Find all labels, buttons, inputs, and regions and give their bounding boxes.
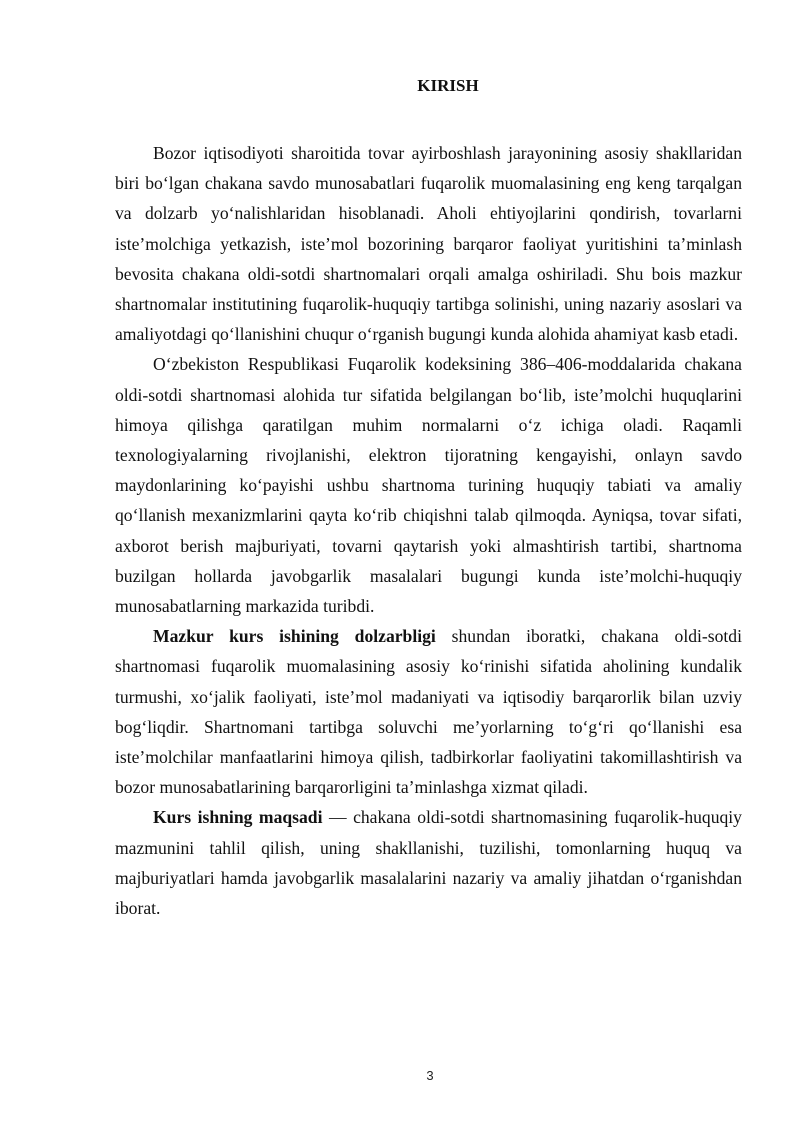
paragraph-civil-code-text: Oʻzbekiston Respublikasi Fuqarolik kodeksining 386–406-moddalarida chakana oldi-sotdi shartnomasi alohida tur sifatida belgilangan boʻlib, isteʼmolchi huquqlarini himoya qilishga qaratilgan muhim normalarni oʻz ichiga oladi. Raqamli texnologiyalarning rivojlanishi, elektron tijoratning kengayishi, onlayn savdo maydonlarining koʻpayishi ushbu shartnoma turining huquqiy tabiati va amaliy qoʻllanish mexanizmlarini qayta koʻrib chiqishni talab qilmoqda. Ayniqsa, tovar sifati, axborot berish majburiyati, tovarni qaytarish yoki almashtirish tartibi, shartnoma buzilgan hollarda javobgarlik masalalari bugungi kunda isteʼmolchi-huquqiy munosabatlarning markazida turibdi.	[115, 354, 742, 617]
paragraph-goal-text: — chakana oldi-sotdi shartnomasining fuqarolik-huquqiy mazmunini tahlil qilish, uning shakllanishi, tuzilishi, tomonlarning huquq va majburiyatlari hamda javobgarlik masalalarini nazariy va amaliy jihatdan oʻrganishdan iborat.	[115, 807, 742, 919]
paragraph-intro-text: Bozor iqtisodiyoti sharoitida tovar ayirboshlash jarayonining asosiy shakllaridan biri boʻlgan chakana savdo munosabatlari fuqarolik muomalasining eng keng tarqalgan va dolzarb yoʻnalishlaridan hisoblanadi. Aholi ehtiyojlarini qondirish, tovarlarni isteʼmolchiga yetkazish, isteʼmol bozorining barqaror faoliyat yuritishini taʼminlash bevosita chakana oldi-sotdi shartnomalari orqali amalga oshiriladi. Shu bois mazkur shartnomalar institutining fuqarolik-huquqiy tartibga solinishi, uning nazariy asoslari va amaliyotdagi qoʻllanishini chuqur oʻrganish bugungi kunda alohida ahamiyat kasb etadi.	[115, 143, 742, 345]
paragraph-goal-lead: Kurs ishning maqsadi	[153, 807, 323, 828]
document-title: KIRISH	[417, 76, 479, 95]
paragraph-relevance	[115, 621, 742, 802]
paragraph-intro	[115, 138, 742, 349]
paragraph-civil-code	[115, 349, 742, 621]
paragraph-relevance-lead: Mazkur kurs ishining dolzarbligi	[153, 626, 436, 647]
document-body	[115, 138, 742, 923]
paragraph-relevance-text: shundan iboratki, chakana oldi-sotdi shartnomasi fuqarolik muomalasining asosiy koʻrinishi sifatida aholining kundalik turmushi, xoʻjalik faoliyati, isteʼmol madaniyati va iqtisodiy barqarorlik bilan uzviy bogʻliqdir. Shartnomani tartibga soluvchi meʼyorlarning toʻgʻri qoʻllanishi esa isteʼmolchilar manfaatlarini himoya qilish, tadbirkorlar faoliyatini takomillashtirish va bozor munosabatlarining barqarorligini taʼminlashga xizmat qiladi.	[115, 626, 742, 798]
paragraph-goal	[115, 802, 742, 923]
page-number: 3	[426, 1068, 434, 1083]
